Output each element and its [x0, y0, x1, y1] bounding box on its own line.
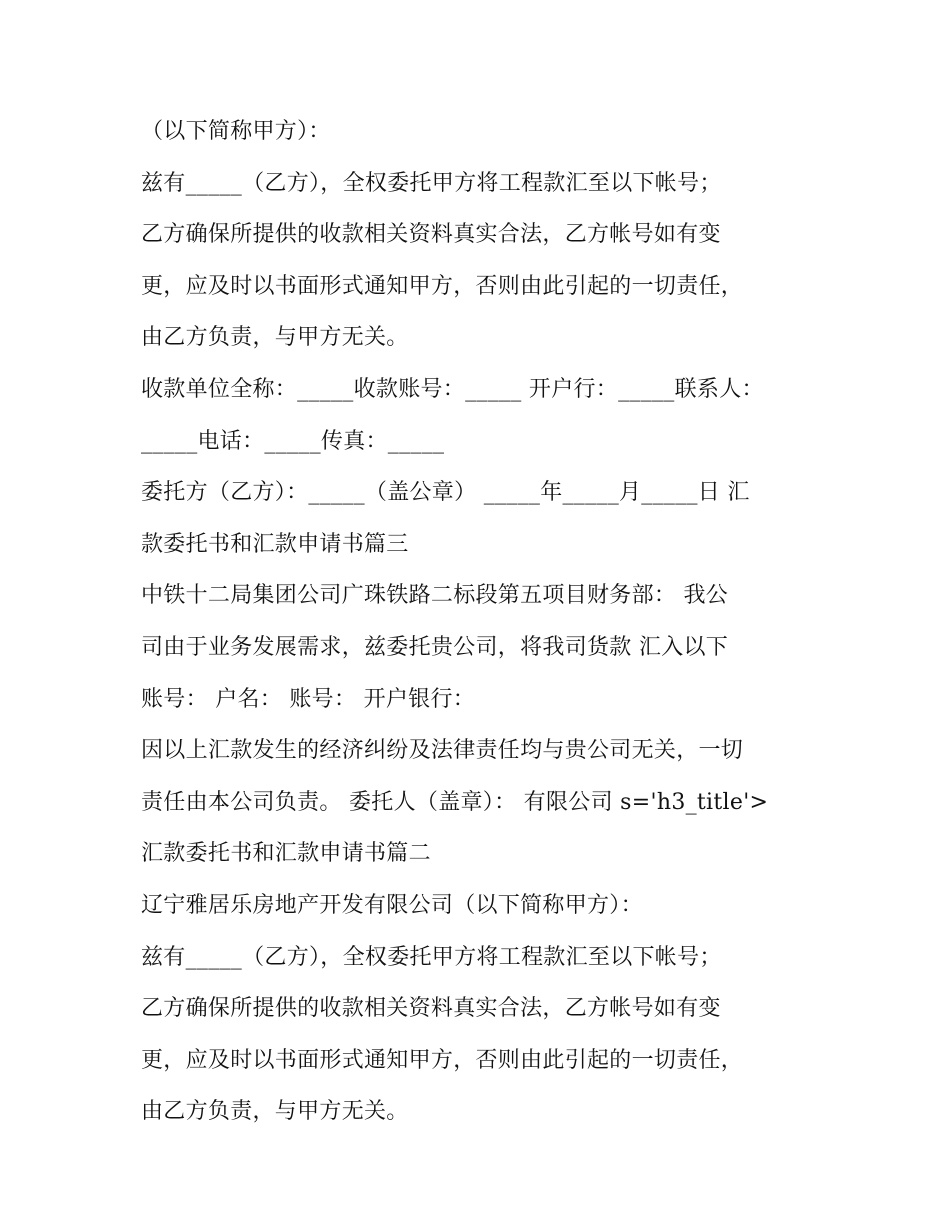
text-line: 因以上汇款发生的经济纠纷及法律责任均与贵公司无关，一切	[141, 738, 744, 764]
text-line: 委托方（乙方）：_____（盖公章） _____年_____月_____日 汇	[141, 480, 750, 506]
text-line: 中铁十二局集团公司广珠铁路二标段第五项目财务部： 我公	[141, 583, 729, 609]
text-line: 由乙方负责，与甲方无关。	[141, 1099, 409, 1125]
text-line: 由乙方负责，与甲方无关。	[141, 325, 409, 351]
text-line: 更，应及时以书面形式通知甲方，否则由此引起的一切责任，	[141, 273, 744, 299]
text-line: 乙方确保所提供的收款相关资料真实合法，乙方帐号如有变	[141, 996, 721, 1022]
document-body	[141, 106, 821, 1138]
text-line: 收款单位全称：_____收款账号：_____ 开户行：_____联系人：	[141, 376, 764, 402]
text-line: _____电话：_____传真：_____	[141, 428, 445, 454]
text-line: 责任由本公司负责。 委托人（盖章）： 有限公司 s='h3_title'>	[141, 789, 769, 815]
text-line: 兹有_____（乙方），全权委托甲方将工程款汇至以下帐号；	[141, 944, 722, 970]
text-line: 乙方确保所提供的收款相关资料真实合法，乙方帐号如有变	[141, 222, 721, 248]
section-heading: 款委托书和汇款申请书篇三	[141, 531, 409, 557]
text-line: （以下简称甲方）：	[141, 119, 331, 144]
text-line: 账号： 户名： 账号： 开户银行：	[141, 686, 476, 712]
text-line: 兹有_____（乙方），全权委托甲方将工程款汇至以下帐号；	[141, 170, 722, 196]
text-line: 辽宁雅居乐房地产开发有限公司（以下简称甲方）：	[141, 892, 643, 918]
section-heading: 汇款委托书和汇款申请书篇二	[141, 841, 431, 867]
text-line: 更，应及时以书面形式通知甲方，否则由此引起的一切责任，	[141, 1047, 744, 1073]
text-line: 司由于业务发展需求，兹委托贵公司，将我司货款 汇入以下	[141, 634, 729, 660]
